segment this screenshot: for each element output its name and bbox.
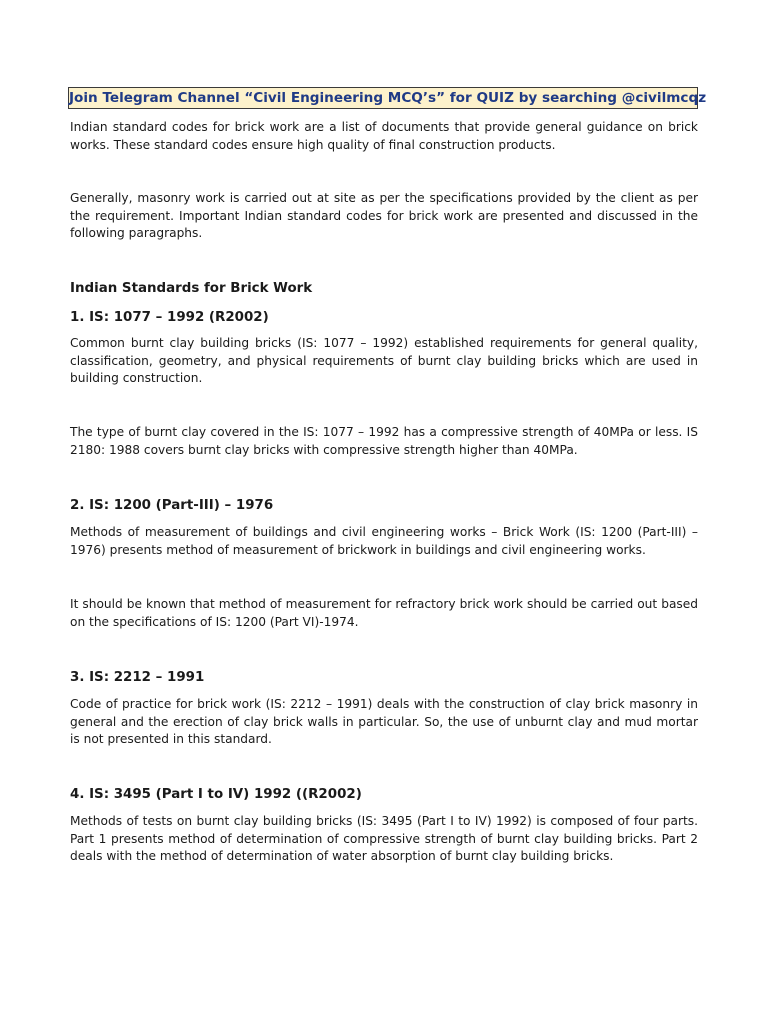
- section-title: Indian Standards for Brick Work: [70, 281, 313, 296]
- section-heading-1: 1. IS: 1077 – 1992 (R2002): [70, 310, 269, 325]
- intro-paragraph-1: Indian standard codes for brick work are a list of documents that provide general guidance on brick works. These standard codes ensure high quality of final construction products.: [70, 120, 698, 152]
- section-heading-2: 2. IS: 1200 (Part-III) – 1976: [70, 498, 274, 513]
- section-1-paragraph-1: Common burnt clay building bricks (IS: 1077 – 1992) established requirements for general quality, classification, geometry, and physical requirements of burnt clay building bricks which are used in building construction.: [70, 336, 698, 386]
- section-heading-3: 3. IS: 2212 – 1991: [70, 670, 205, 685]
- section-4-paragraph-1: Methods of tests on burnt clay building bricks (IS: 3495 (Part I to IV) 1992) is composed of four parts. Part 1 presents method of determination of compressive strength of burnt clay building bricks. Part 2 deals with the method of determination of water absorption of burnt clay building bricks.: [70, 814, 698, 864]
- intro-paragraph-2: Generally, masonry work is carried out at site as per the specifications provided by the client as per the requirement. Important Indian standard codes for brick work are presented and discussed in the following paragraphs.: [70, 191, 698, 241]
- telegram-banner: Join Telegram Channel “Civil Engineering MCQ’s” for QUIZ by searching @civilmcqz: [68, 87, 698, 109]
- section-1-paragraph-2: The type of burnt clay covered in the IS: 1077 – 1992 has a compressive strength of 40MPa or less. IS 2180: 1988 covers burnt clay bricks with compressive strength higher than 40MPa.: [70, 425, 698, 457]
- section-heading-4: 4. IS: 3495 (Part I to IV) 1992 ((R2002): [70, 787, 362, 802]
- section-2-paragraph-1: Methods of measurement of buildings and civil engineering works – Brick Work (IS: 1200 (Part-III) – 1976) presents method of measurement of brickwork in buildings and civil engineering works.: [70, 525, 698, 557]
- section-2-paragraph-2: It should be known that method of measurement for refractory brick work should be carried out based on the specifications of IS: 1200 (Part VI)-1974.: [70, 597, 698, 629]
- section-3-paragraph-1: Code of practice for brick work (IS: 2212 – 1991) deals with the construction of clay brick masonry in general and the erection of clay brick walls in particular. So, the use of unburnt clay and mud mortar is not presented in this standard.: [70, 697, 698, 747]
